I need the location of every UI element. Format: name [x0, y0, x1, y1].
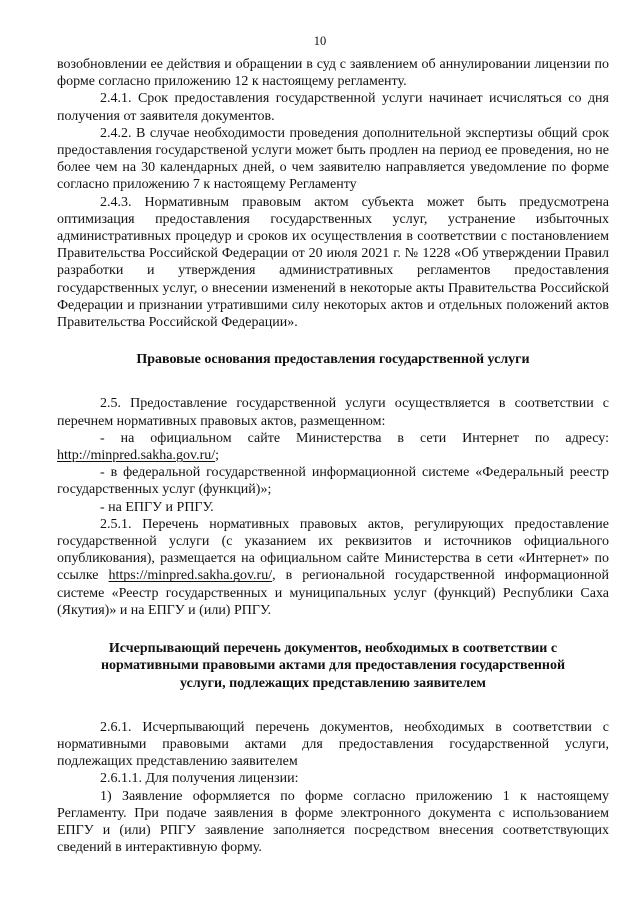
- document-body: [57, 56, 609, 856]
- paragraph-2-5-1-text-start: 2.5.1. Перечень нормативных правовых актов, регулирующих предоставление государственной услуги (с указанием их реквизитов и источников официального опубликования), размещается на официальном сайте Министерства в сети «Интернет» по ссылке: [57, 516, 609, 584]
- paragraph-2-6-1: 2.6.1. Исчерпывающий перечень документов, необходимых в соответствии с нормативными правовыми актами для предоставления государственной услуги, подлежащих представлению заявителем: [57, 719, 609, 770]
- section-heading-documents: [57, 640, 609, 692]
- section-heading-documents-line-2: нормативными правовыми актами для предоставления государственной: [100, 658, 566, 674]
- paragraph-2-5: 2.5. Предоставление государственной услуги осуществляется в соответствии с перечнем нормативных правовых актов, размещенном:: [57, 396, 609, 429]
- paragraph-application-form: 1) Заявление оформляется по форме согласно приложению 1 к настоящему Регламенту. При подаче заявления в форме электронного документа с использованием ЕПГУ и (или) РПГУ заявление заполняется посредством внесения соответствующих сведений в интерактивную форму.: [57, 788, 609, 856]
- paragraph-continuation: возобновлении ее действия и обращении в суд с заявлением об аннулировании лицензии по форме согласно приложению 12 к настоящему регламенту.: [57, 57, 609, 90]
- section-heading-legal-basis: Правовые основания предоставления государственной услуги: [136, 352, 530, 368]
- section-heading-documents-line-1: Исчерпывающий перечень документов, необходимых в соответствии с: [108, 641, 558, 657]
- paragraph-2-5-1: [57, 516, 609, 619]
- paragraph-2-4-1: 2.4.1. Срок предоставления государственной услуги начинает исчисляться со дня получения от заявителя документов.: [57, 91, 609, 124]
- paragraph-2-4-3: 2.4.3. Нормативным правовым актом субъекта может быть предусмотрена оптимизация предоставления государственных услуг, устранение избыточных административных процедур и сроков их осуществления в соответствии с постановлением Правительства Российской Федерации от 20 июля 2021 г. № 1228 «Об утверждении Правил разработки и утверждения административных регламентов предоставления государственных услуг, о внесении изменений в некоторые акты Правительства Российской Федерации и признании утратившими силу некоторых актов и отдельных положений актов Правительства Российской Федерации».: [57, 194, 609, 331]
- list-item-federal-registry: - в федеральной государственной информационной системе «Федеральный реестр государственных услуг (функций)»;: [57, 465, 609, 498]
- paragraph-2-4-2: 2.4.2. В случае необходимости проведения дополнительной экспертизы общий срок предоставления государственой услуги может быть продлен на период ее проведения, но не более чем на 30 календарных дней, о чем заявителю направляется уведомление по форме согласно приложению 7 к настоящему Регламенту: [57, 125, 609, 193]
- list-item-ministry-site-text: - на официальном сайте Министерства в сети Интернет по адресу:: [100, 430, 609, 446]
- ministry-site-link[interactable]: http://minpred.sakha.gov.ru/: [57, 448, 216, 464]
- page-number: 10: [313, 34, 327, 48]
- paragraph-2-6-1-1: 2.6.1.1. Для получения лицензии:: [100, 771, 299, 787]
- list-item-ministry-site-punctuation: ;: [215, 448, 220, 464]
- ministry-secure-site-link[interactable]: https://minpred.sakha.gov.ru/: [108, 568, 273, 584]
- list-item-portals: - на ЕПГУ и РПГУ.: [100, 499, 214, 515]
- section-heading-documents-line-3: услуги, подлежащих представлению заявителем: [180, 675, 486, 691]
- list-item-ministry-site: [57, 430, 609, 464]
- paragraph-2-5-1-text-end: , в региональной государственной информационной системе «Реестр государственных и муниципальных услуг (функций) Республики Саха (Якутия)» и на ЕПГУ и (или) РПГУ.: [57, 568, 609, 618]
